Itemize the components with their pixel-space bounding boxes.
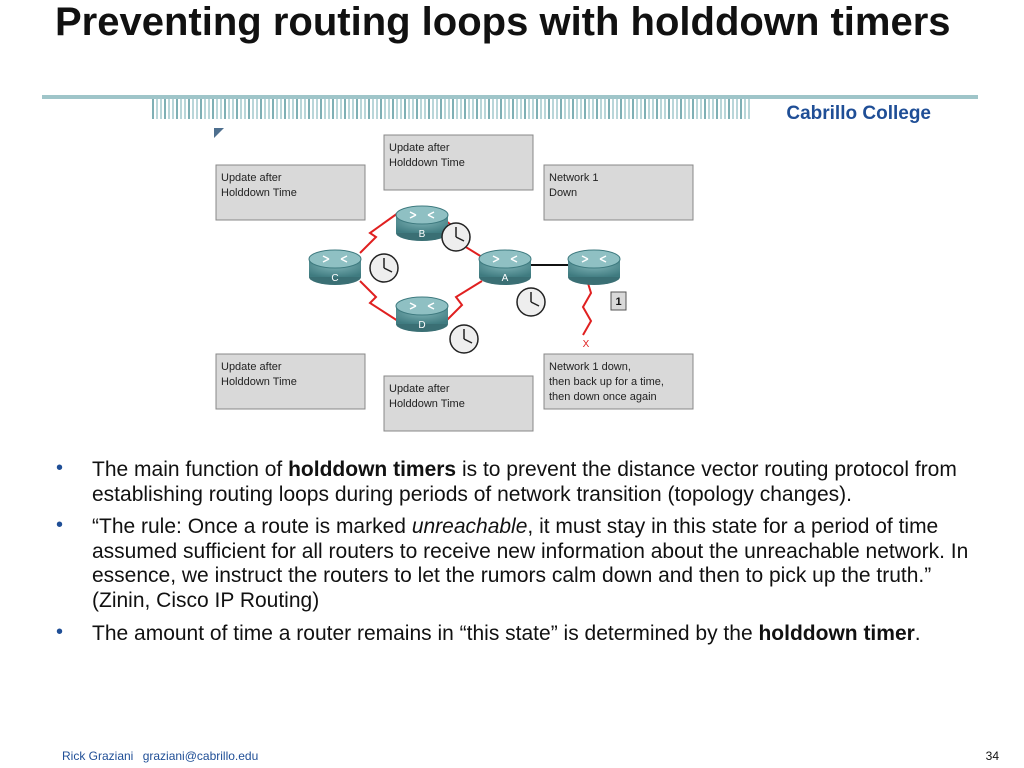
rule-stripe [424,99,426,119]
bullet-item: • The main function of holddown timers is to prevent the distance vector routing protocol from establishing routing loops during periods of network transition (topology changes). [56,457,957,506]
rule-stripe [256,99,258,119]
rule-stripe [428,99,430,119]
rule-stripe [624,99,626,119]
rule-stripe [356,99,358,119]
link-c-d [360,281,398,321]
rule-stripe [384,99,386,119]
rule-stripe [664,99,666,119]
rule-stripe [212,99,214,119]
rule-stripe [460,99,462,119]
link-d-a [446,281,482,321]
rule-stripe [420,99,422,119]
rule-stripe [240,99,242,119]
rule-stripe [668,99,670,119]
rule-stripe [480,99,482,119]
box-text: Update after [221,172,282,184]
rule-stripe [236,99,238,119]
rule-stripe [204,99,206,119]
box-text: Holddown Time [221,376,297,388]
bullet-item: • “The rule: Once a route is marked unreachable, it must stay in this state for a period of time assumed sufficient for all routers to receive new information about the unreachable network. In essence, we instruct the routers to let the rumors calm down and then to pick up the truth.” (Zinin, Cisco IP Routing) [56,514,969,612]
router-label: B [418,229,426,240]
info-box [216,354,365,409]
bullet-item: • The amount of time a router remains in “this state” is determined by the holddown timer. [56,620,921,645]
box-text: Holddown Time [221,187,297,199]
rule-stripe [488,99,490,119]
rule-stripe [284,99,286,119]
bullet-dot-icon: • [56,620,64,643]
rule-stripe [440,99,442,119]
rule-stripe [676,99,678,119]
info-box [216,165,365,220]
rule-stripe [260,99,262,119]
rule-stripe [524,99,526,119]
footer-author [62,749,264,763]
rule-stripe [540,99,542,119]
rule-stripe [608,99,610,119]
rule-stripe [436,99,438,119]
rule-stripe [228,99,230,119]
rule-stripe [692,99,694,119]
rule-stripe [196,99,198,119]
rule-stripe [636,99,638,119]
rule-stripe [748,99,750,119]
link-network1 [583,280,591,335]
router-label: D [418,320,426,331]
rule-stripe [724,99,726,119]
rule-stripe [388,99,390,119]
rule-stripe [564,99,566,119]
rule-stripe [472,99,474,119]
box-text: then back up for a time, [549,376,664,388]
rule-stripe [508,99,510,119]
rule-stripe [252,99,254,119]
router-d [396,297,448,332]
rule-stripe [320,99,322,119]
router-network1 [568,250,620,285]
rule-stripe [152,99,154,119]
rule-stripe [380,99,382,119]
rule-stripe [660,99,662,119]
rule-stripe [392,99,394,119]
rule-stripe [232,99,234,119]
rule-stripe [264,99,266,119]
box-text: Update after [389,383,450,395]
rule-stripe [500,99,502,119]
rule-stripe [716,99,718,119]
clock-icon [517,288,545,316]
rule-stripe [580,99,582,119]
network-label: 1 [615,296,622,308]
rule-stripe [220,99,222,119]
rule-stripe [288,99,290,119]
rule-stripe [160,99,162,119]
box-text: Network 1 [549,172,599,184]
rule-stripe [740,99,742,119]
rule-stripe [604,99,606,119]
rule-stripe [208,99,210,119]
rule-stripe [296,99,298,119]
rule-stripe [736,99,738,119]
rule-stripe [700,99,702,119]
rule-stripe [444,99,446,119]
rule-stripe [332,99,334,119]
router-label: C [331,273,339,284]
rule-stripe [448,99,450,119]
clock-icon [450,325,478,353]
rule-stripe [560,99,562,119]
rule-stripe [188,99,190,119]
rule-stripe [688,99,690,119]
rule-stripe [272,99,274,119]
rule-stripe [324,99,326,119]
rule-stripe [328,99,330,119]
rule-stripe [248,99,250,119]
rule-stripe [632,99,634,119]
rule-stripe [180,99,182,119]
rule-stripe [216,99,218,119]
rule-stripe [640,99,642,119]
rule-stripe [492,99,494,119]
rule-stripe [468,99,470,119]
rule-stripe [176,99,178,119]
rule-stripe [304,99,306,119]
rule-stripe [720,99,722,119]
rule-stripe [744,99,746,119]
rule-stripe [576,99,578,119]
rule-stripe [592,99,594,119]
slide-title: Preventing routing loops with holddown timers [55,0,951,44]
info-box [544,354,693,409]
rule-stripe [616,99,618,119]
rule-stripe [484,99,486,119]
rule-stripe [456,99,458,119]
bullet-dot-icon: • [56,514,64,537]
college-logo-text: Cabrillo College [786,103,931,124]
rule-stripe [164,99,166,119]
rule-stripe [360,99,362,119]
link-c-b [360,213,398,253]
rule-stripe [192,99,194,119]
rule-stripe [184,99,186,119]
rule-stripe [200,99,202,119]
router-label: A [501,273,509,284]
rule-stripe [224,99,226,119]
network-1-tag [611,292,626,310]
rule-stripe [412,99,414,119]
rule-stripe [704,99,706,119]
bullet-list [52,458,982,654]
rule-stripe [476,99,478,119]
rule-stripe [728,99,730,119]
rule-stripe [584,99,586,119]
rule-stripe [552,99,554,119]
rule-stripe [404,99,406,119]
router-a [479,250,531,285]
rule-stripe [620,99,622,119]
rule-stripe [464,99,466,119]
rule-stripe [364,99,366,119]
box-text: Down [549,187,578,199]
rule-stripe [368,99,370,119]
rule-stripe [732,99,734,119]
rule-stripe [312,99,314,119]
rule-stripe [708,99,710,119]
rule-stripe [336,99,338,119]
rule-stripe [672,99,674,119]
rule-stripe [244,99,246,119]
rule-stripe [684,99,686,119]
rule-stripe [300,99,302,119]
rule-stripe [512,99,514,119]
rule-stripe [316,99,318,119]
clock-icon [370,254,398,282]
rule-stripe [648,99,650,119]
holddown-diagram [200,125,720,440]
info-box [384,376,533,431]
rule-stripe [292,99,294,119]
rule-stripe [612,99,614,119]
box-text: Holddown Time [389,398,465,410]
bullet-dot-icon: • [56,457,64,479]
clock-icon [442,223,470,251]
info-box [544,165,693,220]
rule-stripe [556,99,558,119]
rule-stripe [396,99,398,119]
info-box [384,135,533,190]
link-break-mark: X [582,339,590,350]
rule-stripe [516,99,518,119]
rule-stripe [532,99,534,119]
rule-stripe [504,99,506,119]
rule-stripe [348,99,350,119]
corner-mark [214,128,224,138]
rule-stripe [352,99,354,119]
rule-stripe [548,99,550,119]
box-text: then down once again [549,391,657,403]
rule-stripe [596,99,598,119]
rule-stripe [172,99,174,119]
page-number: 34 [985,749,999,763]
rule-stripe [416,99,418,119]
rule-stripe [308,99,310,119]
rule-stripe [432,99,434,119]
rule-stripe [344,99,346,119]
rule-stripe [644,99,646,119]
rule-stripe [652,99,654,119]
rule-stripe [572,99,574,119]
rule-stripe [340,99,342,119]
box-text: Holddown Time [389,157,465,169]
box-text: Update after [389,142,450,154]
rule-stripe [280,99,282,119]
router-c [309,250,361,285]
rule-stripe [536,99,538,119]
rule-stripe [276,99,278,119]
rule-stripe [400,99,402,119]
rule-stripe [372,99,374,119]
rule-stripe [376,99,378,119]
author-email: graziani@cabrillo.edu [142,749,259,763]
rule-stripe [168,99,170,119]
rule-stripe [680,99,682,119]
rule-stripe [544,99,546,119]
rule-stripe [568,99,570,119]
rule-stripe [496,99,498,119]
rule-stripe [628,99,630,119]
box-text: Update after [221,361,282,373]
rule-stripe [656,99,658,119]
rule-stripe [520,99,522,119]
rule-stripe [712,99,714,119]
rule-stripe [696,99,698,119]
rule-stripe [452,99,454,119]
router-b [396,206,448,241]
rule-stripe [588,99,590,119]
box-text: Network 1 down, [549,361,631,373]
rule-stripe [528,99,530,119]
author-name: Rick Graziani [62,749,134,763]
rule-stripe [268,99,270,119]
rule-stripe [600,99,602,119]
rule-stripe [156,99,158,119]
rule-stripe [408,99,410,119]
